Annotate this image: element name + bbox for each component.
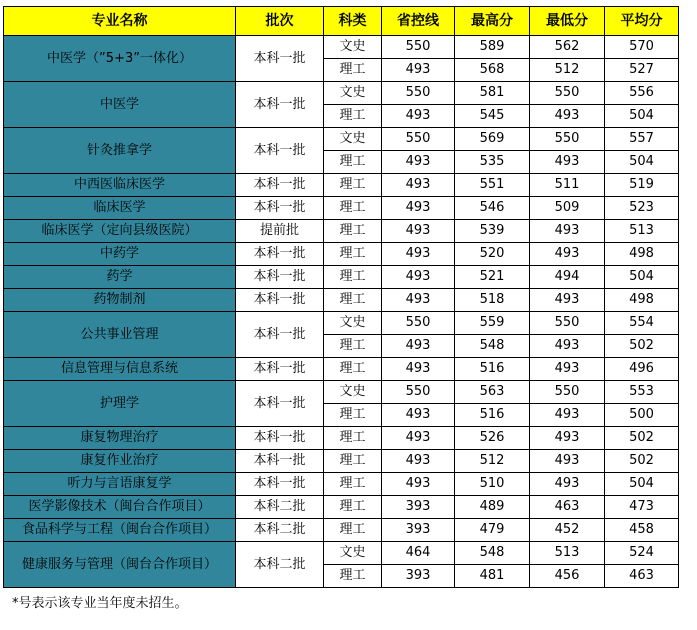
min-score-cell: 550 [530,82,605,105]
avg-score-cell: 500 [605,404,679,427]
max-score-cell: 545 [455,105,530,128]
avg-score-cell: 504 [605,105,679,128]
avg-score-cell: 527 [605,59,679,82]
max-score-cell: 548 [455,335,530,358]
major-name-cell: 公共事业管理 [4,312,236,358]
min-score-cell: 463 [530,496,605,519]
category-cell: 理工 [324,59,382,82]
batch-cell: 本科一批 [236,266,324,289]
min-score-cell: 493 [530,243,605,266]
table-row [4,519,679,542]
table-row [4,473,679,496]
category-cell: 理工 [324,335,382,358]
min-score-cell: 550 [530,128,605,151]
table-body [4,36,679,588]
max-score-cell: 516 [455,358,530,381]
category-cell: 文史 [324,312,382,335]
table-row [4,128,679,151]
table-row [4,289,679,312]
major-name-cell: 药物制剂 [4,289,236,312]
major-name-cell: 中医学 [4,82,236,128]
control-line-cell: 493 [382,404,455,427]
category-cell: 理工 [324,243,382,266]
header-min-score: 最低分 [530,7,605,36]
avg-score-cell: 463 [605,565,679,588]
category-cell: 理工 [324,450,382,473]
batch-cell: 本科一批 [236,36,324,82]
control-line-cell: 493 [382,289,455,312]
avg-score-cell: 502 [605,450,679,473]
category-cell: 理工 [324,151,382,174]
header-control-line: 省控线 [382,7,455,36]
min-score-cell: 493 [530,427,605,450]
control-line-cell: 464 [382,542,455,565]
major-name-cell: 听力与言语康复学 [4,473,236,496]
control-line-cell: 493 [382,358,455,381]
batch-cell: 本科一批 [236,82,324,128]
min-score-cell: 456 [530,565,605,588]
batch-cell: 本科一批 [236,312,324,358]
header-row [4,7,679,36]
avg-score-cell: 496 [605,358,679,381]
avg-score-cell: 498 [605,243,679,266]
max-score-cell: 535 [455,151,530,174]
major-name-cell: 康复作业治疗 [4,450,236,473]
batch-cell: 本科一批 [236,197,324,220]
max-score-cell: 569 [455,128,530,151]
table-row [4,174,679,197]
avg-score-cell: 570 [605,36,679,59]
avg-score-cell: 473 [605,496,679,519]
max-score-cell: 563 [455,381,530,404]
major-name-cell: 中医学（”5+3”一体化） [4,36,236,82]
batch-cell: 提前批 [236,220,324,243]
major-name-cell: 康复物理治疗 [4,427,236,450]
min-score-cell: 493 [530,220,605,243]
control-line-cell: 493 [382,220,455,243]
batch-cell: 本科一批 [236,174,324,197]
batch-cell: 本科一批 [236,381,324,427]
admission-scores-table [3,6,679,588]
control-line-cell: 493 [382,174,455,197]
control-line-cell: 393 [382,519,455,542]
category-cell: 文史 [324,542,382,565]
max-score-cell: 559 [455,312,530,335]
category-cell: 文史 [324,82,382,105]
major-name-cell: 针灸推拿学 [4,128,236,174]
min-score-cell: 493 [530,335,605,358]
min-score-cell: 493 [530,473,605,496]
table-row [4,542,679,565]
table-row [4,496,679,519]
category-cell: 理工 [324,197,382,220]
table-row [4,450,679,473]
table-row [4,427,679,450]
table-row [4,358,679,381]
min-score-cell: 562 [530,36,605,59]
min-score-cell: 513 [530,542,605,565]
max-score-cell: 526 [455,427,530,450]
control-line-cell: 493 [382,427,455,450]
min-score-cell: 493 [530,151,605,174]
control-line-cell: 493 [382,266,455,289]
major-name-cell: 中药学 [4,243,236,266]
control-line-cell: 493 [382,473,455,496]
category-cell: 理工 [324,289,382,312]
control-line-cell: 393 [382,565,455,588]
min-score-cell: 494 [530,266,605,289]
category-cell: 文史 [324,381,382,404]
max-score-cell: 581 [455,82,530,105]
major-name-cell: 药学 [4,266,236,289]
table-row [4,220,679,243]
category-cell: 理工 [324,496,382,519]
max-score-cell: 546 [455,197,530,220]
max-score-cell: 481 [455,565,530,588]
min-score-cell: 493 [530,404,605,427]
avg-score-cell: 523 [605,197,679,220]
header-batch: 批次 [236,7,324,36]
max-score-cell: 518 [455,289,530,312]
batch-cell: 本科一批 [236,289,324,312]
avg-score-cell: 557 [605,128,679,151]
major-name-cell: 医学影像技术（闽台合作项目） [4,496,236,519]
max-score-cell: 510 [455,473,530,496]
max-score-cell: 539 [455,220,530,243]
max-score-cell: 548 [455,542,530,565]
max-score-cell: 516 [455,404,530,427]
max-score-cell: 568 [455,59,530,82]
header-avg-score: 平均分 [605,7,679,36]
control-line-cell: 550 [382,312,455,335]
category-cell: 理工 [324,358,382,381]
category-cell: 理工 [324,174,382,197]
table-row [4,266,679,289]
min-score-cell: 512 [530,59,605,82]
category-cell: 理工 [324,473,382,496]
avg-score-cell: 519 [605,174,679,197]
avg-score-cell: 504 [605,266,679,289]
min-score-cell: 550 [530,312,605,335]
control-line-cell: 393 [382,496,455,519]
major-name-cell: 护理学 [4,381,236,427]
major-name-cell: 健康服务与管理（闽台合作项目） [4,542,236,588]
avg-score-cell: 502 [605,427,679,450]
batch-cell: 本科一批 [236,243,324,266]
batch-cell: 本科一批 [236,473,324,496]
avg-score-cell: 504 [605,151,679,174]
batch-cell: 本科二批 [236,542,324,588]
max-score-cell: 589 [455,36,530,59]
category-cell: 理工 [324,266,382,289]
control-line-cell: 550 [382,82,455,105]
category-cell: 文史 [324,128,382,151]
max-score-cell: 489 [455,496,530,519]
category-cell: 理工 [324,565,382,588]
table-row [4,36,679,59]
control-line-cell: 493 [382,197,455,220]
min-score-cell: 511 [530,174,605,197]
avg-score-cell: 553 [605,381,679,404]
category-cell: 理工 [324,220,382,243]
batch-cell: 本科一批 [236,358,324,381]
control-line-cell: 493 [382,151,455,174]
category-cell: 理工 [324,404,382,427]
header-max-score: 最高分 [455,7,530,36]
min-score-cell: 493 [530,358,605,381]
major-name-cell: 临床医学（定向县级医院） [4,220,236,243]
major-name-cell: 信息管理与信息系统 [4,358,236,381]
table-row [4,243,679,266]
header-major: 专业名称 [4,7,236,36]
max-score-cell: 521 [455,266,530,289]
avg-score-cell: 504 [605,473,679,496]
max-score-cell: 512 [455,450,530,473]
min-score-cell: 493 [530,105,605,128]
control-line-cell: 493 [382,335,455,358]
major-name-cell: 中西医临床医学 [4,174,236,197]
major-name-cell: 食品科学与工程（闽台合作项目） [4,519,236,542]
min-score-cell: 452 [530,519,605,542]
major-name-cell: 临床医学 [4,197,236,220]
min-score-cell: 550 [530,381,605,404]
control-line-cell: 493 [382,243,455,266]
avg-score-cell: 513 [605,220,679,243]
category-cell: 理工 [324,519,382,542]
avg-score-cell: 524 [605,542,679,565]
control-line-cell: 550 [382,381,455,404]
header-category: 科类 [324,7,382,36]
category-cell: 理工 [324,105,382,128]
control-line-cell: 493 [382,59,455,82]
control-line-cell: 493 [382,450,455,473]
batch-cell: 本科二批 [236,519,324,542]
control-line-cell: 550 [382,128,455,151]
avg-score-cell: 498 [605,289,679,312]
avg-score-cell: 556 [605,82,679,105]
min-score-cell: 493 [530,289,605,312]
avg-score-cell: 458 [605,519,679,542]
footnote: *号表示该专业当年度未招生。 [12,596,188,611]
table-row [4,197,679,220]
min-score-cell: 509 [530,197,605,220]
avg-score-cell: 554 [605,312,679,335]
max-score-cell: 551 [455,174,530,197]
category-cell: 文史 [324,36,382,59]
batch-cell: 本科一批 [236,427,324,450]
max-score-cell: 520 [455,243,530,266]
max-score-cell: 479 [455,519,530,542]
control-line-cell: 493 [382,105,455,128]
batch-cell: 本科一批 [236,450,324,473]
batch-cell: 本科一批 [236,128,324,174]
table-row [4,312,679,335]
control-line-cell: 550 [382,36,455,59]
table-row [4,381,679,404]
min-score-cell: 493 [530,450,605,473]
table-row [4,82,679,105]
category-cell: 理工 [324,427,382,450]
batch-cell: 本科二批 [236,496,324,519]
avg-score-cell: 502 [605,335,679,358]
